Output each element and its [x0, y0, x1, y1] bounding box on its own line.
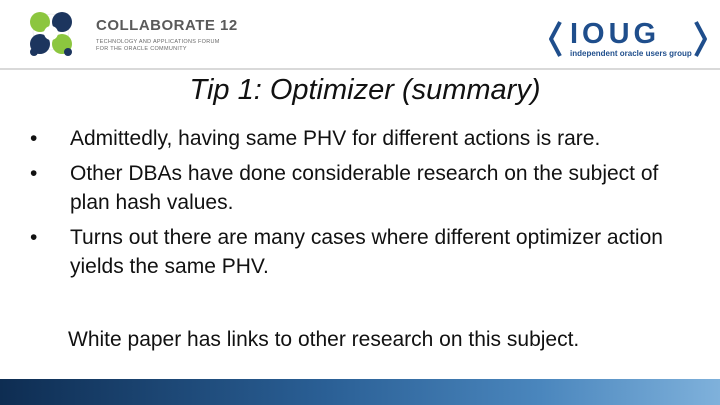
collaborate-mark-icon	[20, 8, 82, 60]
ioug-tagline: independent oracle users group	[570, 49, 692, 58]
bullet-item	[30, 124, 700, 153]
header-divider	[0, 68, 720, 70]
footer-bar	[0, 379, 720, 405]
bullet-dot-icon: •	[30, 162, 38, 185]
bullet-text: Admittedly, having same PHV for different actions is rare.	[70, 127, 601, 150]
bullet-item	[30, 159, 700, 217]
collaborate-subtitle-line-1: TECHNOLOGY AND APPLICATIONS FORUM	[96, 39, 220, 45]
ioug-name: IOUG	[570, 18, 661, 50]
bullet-dot-icon: •	[30, 127, 38, 150]
collaborate-logo	[20, 8, 280, 60]
slide-note: White paper has links to other research on this subject.	[68, 328, 580, 351]
slide-header	[0, 0, 720, 70]
collaborate-name: COLLABORATE 12	[96, 17, 238, 34]
collaborate-subtitle-line-2: FOR THE ORACLE COMMUNITY	[96, 46, 187, 52]
slide-title: Tip 1: Optimizer (summary)	[189, 74, 541, 106]
bullet-dot-icon: •	[30, 226, 38, 249]
ioug-logo	[548, 18, 708, 62]
bullet-text: Other DBAs have done considerable research on the subject of plan hash values.	[70, 162, 659, 214]
bullet-list	[30, 124, 700, 287]
collaborate-subtitle	[96, 39, 220, 53]
bullet-item	[30, 223, 700, 281]
bullet-text: Turns out there are many cases where different optimizer action yields the same PHV.	[70, 226, 663, 278]
